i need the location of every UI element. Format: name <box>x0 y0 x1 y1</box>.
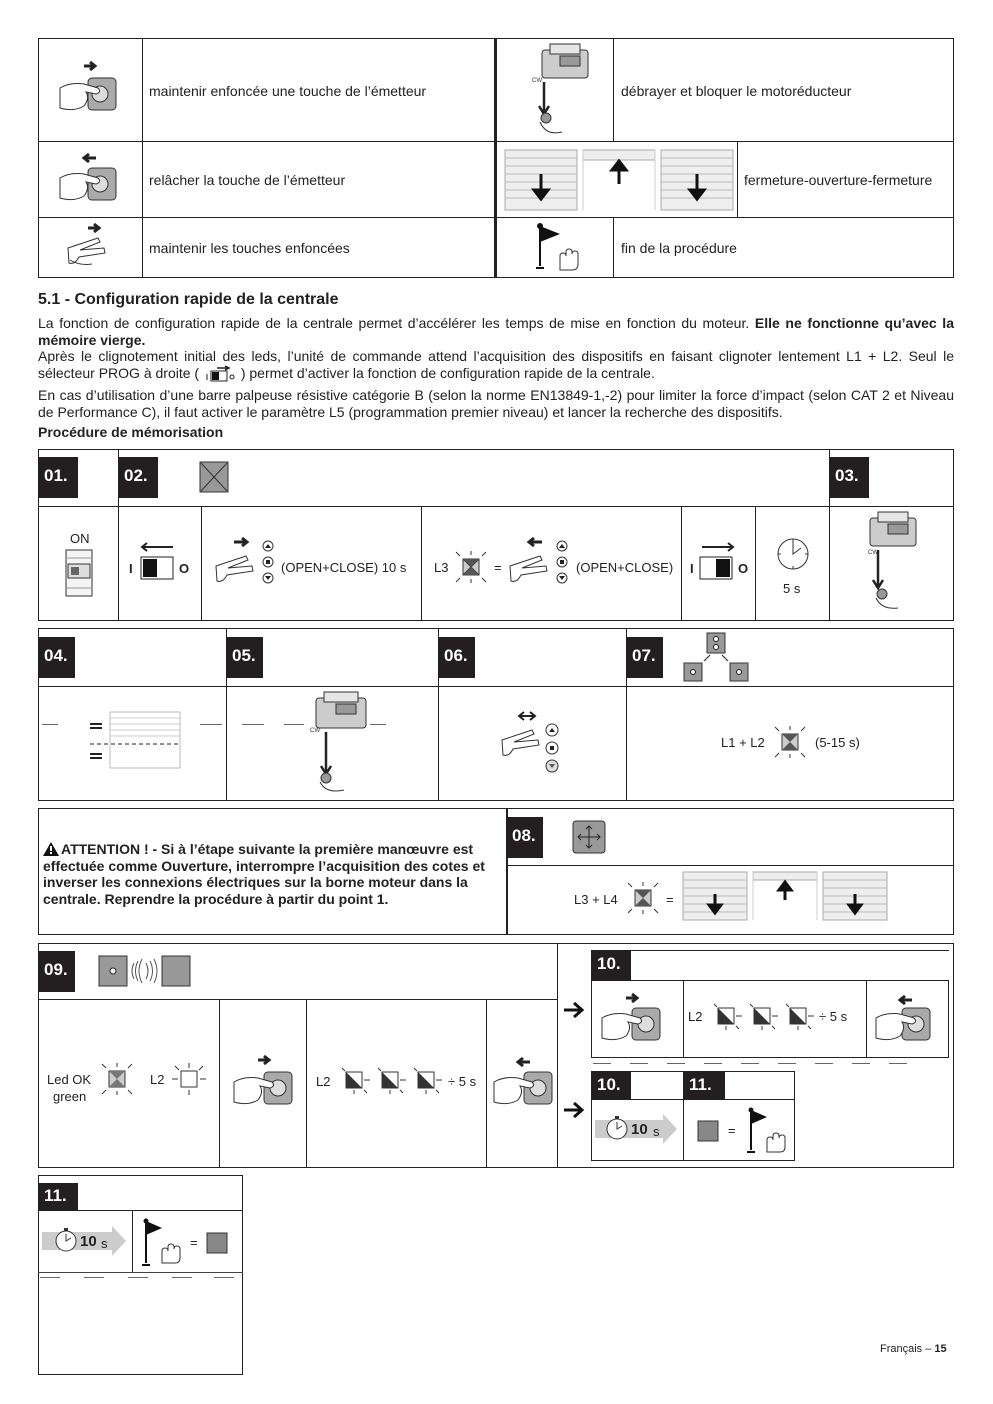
hold-keys-remote-icon <box>508 536 572 588</box>
release-key-icon <box>492 1056 556 1112</box>
blinking-led-icon <box>774 726 806 758</box>
step-10-number: 10. <box>591 950 631 980</box>
paragraph-1-text: La fonction de configuration rapide de la centrale permet d’accélérer les temps de mise en fonction du moteur. <box>38 315 755 331</box>
step-03-number: 03. <box>829 457 869 498</box>
equals-sign: = <box>190 1235 198 1250</box>
switch-o-label: O <box>738 561 749 576</box>
paragraph-2 <box>38 348 954 382</box>
svg-text:CW: CW <box>868 550 878 556</box>
step-04-number: 04. <box>38 637 75 678</box>
step-09-number: 09. <box>38 951 75 992</box>
footer-language: Français – <box>880 1343 935 1355</box>
div-5s-label: ÷ 5 s <box>448 1074 477 1089</box>
section-title: 5.1 - Configuration rapide de la centrale <box>38 291 339 308</box>
radio-signal-icon <box>98 955 192 987</box>
hold-keys-hand-icon <box>66 222 118 272</box>
step-10-number: 10. <box>591 1071 631 1099</box>
hold-key-icon <box>600 994 664 1046</box>
paragraph-3: En cas d’utilisation d’une barre palpeuse résistive catégorie B (selon la norme EN13849-1,-2) pour limiter la force d’impact (selon CAT 2 et Niveau de Performance C), il faut activer le paramètre L5 (programmation premier niveau) et lancer la recherche des dispositifs. <box>38 387 954 420</box>
motor-unlock-icon <box>848 510 920 610</box>
breaker-icon <box>64 548 94 598</box>
shutter-open-icon <box>753 872 817 920</box>
press-remote-icon <box>500 710 564 776</box>
l2-label: L2 <box>150 1072 165 1087</box>
end-flag-icon <box>528 222 584 272</box>
legend-end-procedure-text: fin de la procédure <box>621 240 737 256</box>
seconds-unit: s <box>101 1236 108 1251</box>
l1-l2-label: L1 + L2 <box>721 735 765 750</box>
end-flag-icon <box>140 1217 182 1267</box>
prog-selector-icon <box>203 366 237 382</box>
shutter-open-icon <box>583 150 655 210</box>
paragraph-1 <box>38 315 954 348</box>
control-buttons-icon <box>680 631 752 683</box>
equals-sign: = <box>666 892 674 907</box>
gray-square-icon <box>697 1120 719 1142</box>
blinking-led-icon <box>627 882 659 914</box>
shutter-close-icon <box>823 872 887 920</box>
step-11-number: 11. <box>38 1183 78 1210</box>
release-key-icon <box>874 994 938 1046</box>
l2-label: L2 <box>316 1074 331 1089</box>
open-close-10s-label: (OPEN+CLOSE) 10 s <box>281 560 407 575</box>
motor-lock-icon <box>300 690 372 794</box>
led-ok-label: Led OK <box>47 1072 92 1087</box>
blinking-led-icon <box>455 551 487 583</box>
step-02-number: 02. <box>118 457 158 498</box>
l3-label: L3 <box>434 560 449 575</box>
legend-hold-keys-text: maintenir les touches enfoncées <box>149 240 350 256</box>
paragraph-2-text-b: ) permet d’activer la fonction de configuration rapide de la centrale. <box>240 364 655 381</box>
end-flag-icon <box>745 1106 787 1154</box>
motor-unlock-icon <box>520 42 592 136</box>
shutter-close-icon <box>661 150 733 210</box>
hold-key-icon <box>232 1056 296 1112</box>
step-05-number: 05. <box>226 637 263 678</box>
ten-label: 10 <box>631 1121 648 1138</box>
step-01-number: 01. <box>38 457 78 498</box>
legend-unlock-text: débrayer et bloquer le motoréducteur <box>621 83 852 99</box>
breaker-on-label: ON <box>70 531 90 546</box>
l2-label: L2 <box>688 1009 703 1024</box>
page-number: 15 <box>934 1343 947 1355</box>
switch-left-icon <box>137 541 179 583</box>
procedure-title: Procédure de mémorisation <box>38 424 224 440</box>
led-sequence-icon <box>340 1066 448 1096</box>
move-arrows-icon <box>572 820 606 854</box>
branch-arrow-icon <box>562 1001 586 1019</box>
gray-square-icon <box>206 1232 228 1254</box>
hold-key-icon <box>58 62 118 118</box>
hold-keys-remote-icon <box>214 536 278 588</box>
crossed-square-icon <box>199 461 229 493</box>
step-07-number: 07. <box>626 637 663 678</box>
open-close-label: (OPEN+CLOSE) <box>576 560 674 575</box>
legend-close-open-close-text: fermeture-ouverture-fermeture <box>744 172 933 188</box>
shutter-close-icon <box>683 872 747 920</box>
footer <box>880 1343 947 1355</box>
svg-text:CW: CW <box>532 78 542 84</box>
green-label: green <box>53 1089 87 1104</box>
range-5-15-label: (5-15 s) <box>815 735 860 750</box>
step-08-number: 08. <box>506 817 543 858</box>
led-ok-icon <box>101 1063 133 1095</box>
legend-hold-key-text: maintenir enfoncée une touche de l’émetteur <box>149 83 427 99</box>
switch-right-icon <box>696 541 738 583</box>
switch-o-label: O <box>179 561 190 576</box>
steps-row-1 <box>38 449 954 621</box>
ten-label: 10 <box>80 1233 97 1250</box>
shutter-close-icon <box>505 150 577 210</box>
switch-i-label: I <box>129 561 133 576</box>
five-seconds-label: 5 s <box>783 581 801 596</box>
step-11-number: 11. <box>683 1071 725 1099</box>
led-l2-blink-icon <box>172 1063 206 1095</box>
seconds-unit: s <box>653 1124 660 1139</box>
equals-sign: = <box>728 1123 736 1138</box>
timer-icon <box>775 536 811 572</box>
paragraph-2-text-a: Après le clignotement initial des leds, l’unité de commande attend l’acquisition des dispositifs en faisant clignoter lentement L1 + L2. Seul le sélecteur PROG à droite ( <box>38 348 954 381</box>
attention-text: ATTENTION ! - Si à l’étape suivante la première manœuvre est effectuée comme Ouverture, interrompre l’acquisition des cotes et inverser les connexions électriques sur la borne moteur dans la centrale. Reprendre la procédure à partir du point 1. <box>43 841 485 907</box>
l3-l4-label: L3 + L4 <box>574 892 618 907</box>
branch-arrow-icon <box>562 1101 586 1119</box>
equals-sign: = <box>494 560 502 575</box>
step-06-number: 06. <box>438 637 475 678</box>
release-key-icon <box>58 152 118 208</box>
led-sequence-icon <box>712 1002 820 1032</box>
switch-i-label: I <box>690 561 694 576</box>
paragraph-1-bold: Elle ne fonctionne qu’avec la mémoire vierge. <box>38 315 954 348</box>
legend-release-key-text: relâcher la touche de l’émetteur <box>149 172 346 188</box>
div-5s-label: ÷ 5 s <box>819 1009 848 1024</box>
svg-text:CW: CW <box>310 728 320 734</box>
shutter-position-icon <box>86 712 182 770</box>
